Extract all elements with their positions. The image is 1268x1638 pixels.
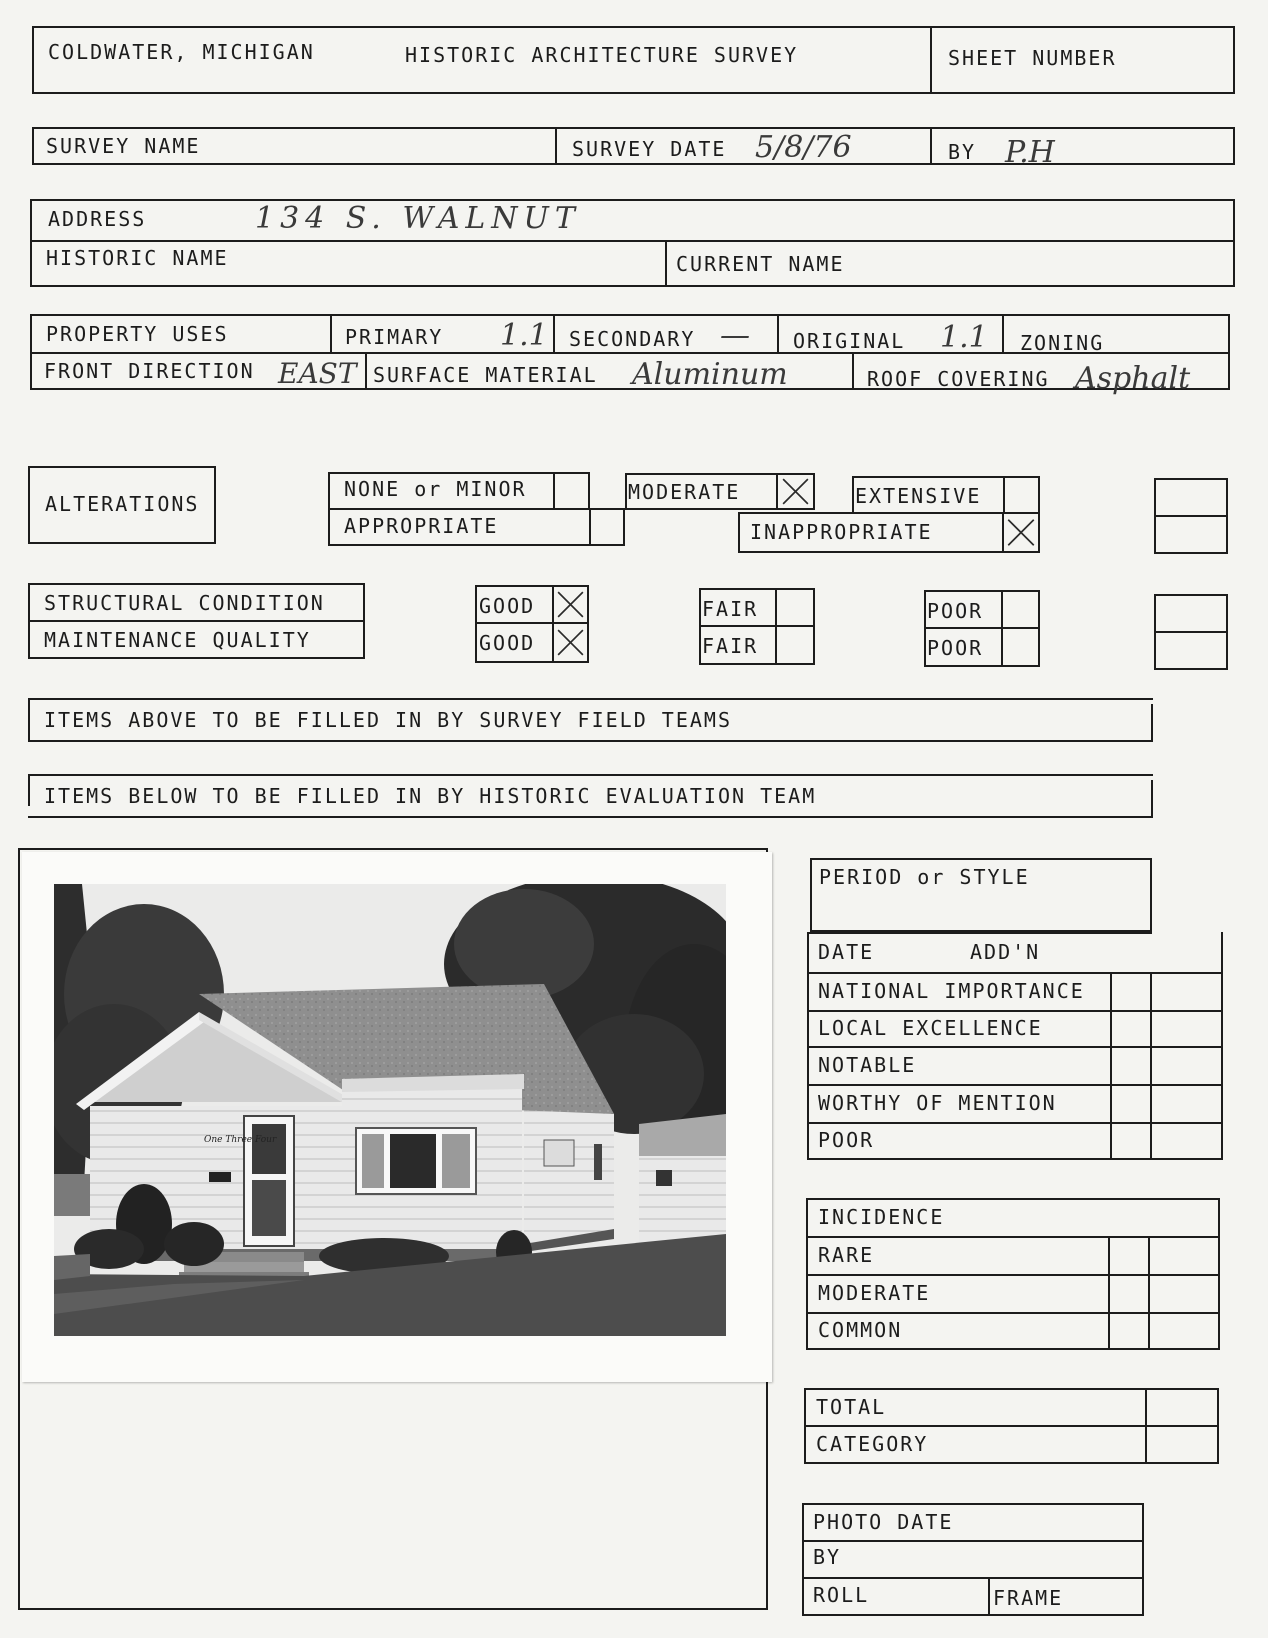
historic-name-label: HISTORIC NAME	[46, 246, 229, 270]
structural-fair-checkbox[interactable]	[777, 590, 813, 625]
eval-item-national: NATIONAL IMPORTANCE	[818, 979, 1085, 1003]
survey-date-label: SURVEY DATE	[572, 137, 727, 161]
address-label: ADDRESS	[48, 207, 147, 231]
date-label: DATE	[818, 940, 875, 964]
secondary-value[interactable]: —	[720, 318, 750, 353]
structural-condition-label: STRUCTURAL CONDITION	[44, 591, 325, 615]
moderate-checkbox[interactable]	[776, 473, 815, 510]
front-direction-value[interactable]: EAST	[278, 357, 357, 390]
structural-good-label: GOOD	[479, 594, 536, 618]
surface-material-value[interactable]: Aluminum	[632, 357, 788, 392]
extensive-label: EXTENSIVE	[855, 484, 982, 508]
original-value[interactable]: 1.1	[940, 320, 988, 355]
eval-item-worthy: WORTHY OF MENTION	[818, 1091, 1057, 1115]
eval-item-local: LOCAL EXCELLENCE	[818, 1016, 1043, 1040]
alterations-label: ALTERATIONS	[45, 492, 200, 516]
survey-by-label: BY	[948, 140, 977, 164]
photo-date-label: PHOTO DATE	[813, 1510, 954, 1534]
roll-label: ROLL	[813, 1583, 870, 1607]
house-photo	[54, 884, 726, 1336]
zoning-label: ZONING	[1020, 331, 1105, 355]
property-uses-label: PROPERTY USES	[46, 322, 229, 346]
maintenance-fair-label: FAIR	[702, 634, 759, 658]
total-label: TOTAL	[816, 1395, 887, 1419]
incidence-common: COMMON	[818, 1318, 903, 1342]
structural-good-checkbox[interactable]	[554, 587, 587, 622]
roof-covering-value[interactable]: Asphalt	[1075, 361, 1191, 396]
frame-label: FRAME	[993, 1586, 1064, 1610]
appropriate-label: APPROPRIATE	[344, 514, 499, 538]
maintenance-good-label: GOOD	[479, 631, 536, 655]
none-minor-checkbox[interactable]	[553, 472, 590, 510]
current-name-label: CURRENT NAME	[676, 252, 845, 276]
address-value[interactable]: 134 S. WALNUT	[255, 201, 581, 236]
survey-date-value[interactable]: 5/8/76	[755, 130, 852, 165]
roof-covering-label: ROOF COVERING	[867, 367, 1050, 391]
note-above-text: ITEMS ABOVE TO BE FILLED IN BY SURVEY FIELD TEAMS	[44, 708, 733, 732]
inappropriate-checkbox[interactable]	[1002, 512, 1040, 553]
incidence-moderate: MODERATE	[818, 1281, 931, 1305]
maintenance-poor-label: POOR	[927, 636, 984, 660]
primary-label: PRIMARY	[345, 325, 444, 349]
inappropriate-label: INAPPROPRIATE	[750, 520, 933, 544]
address-box	[30, 199, 1235, 287]
period-style-label: PERIOD or STYLE	[819, 865, 1030, 889]
house-number-text: One Three Four	[204, 1135, 277, 1145]
city-title: COLDWATER, MICHIGAN	[48, 40, 315, 64]
extensive-checkbox[interactable]	[1003, 476, 1040, 514]
moderate-label: MODERATE	[628, 480, 741, 504]
surface-material-label: SURFACE MATERIAL	[373, 363, 598, 387]
incidence-rare: RARE	[818, 1243, 875, 1267]
structural-fair-label: FAIR	[702, 597, 759, 621]
none-minor-label: NONE or MINOR	[344, 477, 527, 501]
maintenance-good-checkbox[interactable]	[554, 624, 587, 661]
original-label: ORIGINAL	[793, 329, 906, 353]
maintenance-quality-label: MAINTENANCE QUALITY	[44, 628, 311, 652]
structural-poor-label: POOR	[927, 599, 984, 623]
front-direction-label: FRONT DIRECTION	[44, 359, 255, 383]
eval-item-poor: POOR	[818, 1128, 875, 1152]
appropriate-checkbox[interactable]	[589, 508, 625, 546]
eval-item-notable: NOTABLE	[818, 1053, 917, 1077]
secondary-label: SECONDARY	[569, 327, 696, 351]
primary-value[interactable]: 1.1	[500, 318, 548, 353]
incidence-label: INCIDENCE	[818, 1205, 945, 1229]
structural-poor-checkbox[interactable]	[1003, 592, 1038, 627]
note-below-text: ITEMS BELOW TO BE FILLED IN BY HISTORIC EVALUATION TEAM	[44, 784, 817, 808]
survey-name-label: SURVEY NAME	[46, 134, 201, 158]
survey-by-value[interactable]: P.H	[1005, 135, 1055, 170]
sheet-number-label: SHEET NUMBER	[948, 46, 1117, 70]
maintenance-poor-checkbox[interactable]	[1003, 629, 1038, 665]
survey-title: HISTORIC ARCHITECTURE SURVEY	[405, 43, 799, 67]
maintenance-fair-checkbox[interactable]	[777, 627, 813, 663]
category-label: CATEGORY	[816, 1432, 929, 1456]
addn-label: ADD'N	[970, 940, 1041, 964]
photo-by-label: BY	[813, 1545, 842, 1569]
